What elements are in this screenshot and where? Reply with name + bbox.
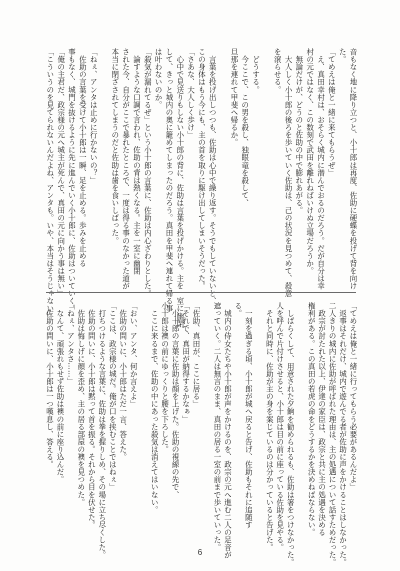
text-column: 小十郎の言葉に佐助は顔を上げた。佐助の視線の先で、 (171, 302, 181, 499)
text-column: 城内の侍女たちや小十郎が声をかけるのを、政宗の元へ進む二人の足音が (223, 302, 233, 559)
text-column: 政宗が討たれた以上、伊達の家臣は、政宗と共に主の処遇を決める (317, 302, 327, 537)
text-column: 村の元ではなく、この数刻で武田を離れねばいけぬ立場だろうか。 (305, 48, 315, 275)
text-column: 心中で見送りもしない小十郎の背に、佐助は言葉を投げかける。主を一室に幽閉 (175, 48, 185, 328)
text-column: た。 (338, 48, 348, 64)
text-column: 旦那を連れて甲斐へ帰るか。 (229, 48, 239, 147)
text-column: 佐助の言葉を受けて小十郎は一瞬、足を止める。歩みを止める (78, 48, 88, 267)
text-column: 遮っていく。二人は無言のまま、真田の居る一室の前まで歩いていった。 (212, 302, 222, 552)
page-number: 6 (197, 548, 203, 557)
top-text-block (44, 48, 358, 328)
text-column: 大人しく小十郎の後ろを歩いていく佐助は、己の状況を見つめて、殺意 (284, 48, 294, 298)
text-column: 言葉を投げ出しつつも、佐助は心中で繰り返す。そうでもしていないと、 (208, 48, 218, 305)
text-column: 佐助の問いに、小十郎は黙って首を振る。それから目を伏せた。 (87, 302, 97, 529)
text-column: 人を呼んで片付けさせると、小十郎は目の前に座っている佐助を見やる。 (275, 302, 285, 552)
text-column: 「さあな、大人しく歩け」 (186, 48, 196, 139)
text-column: 「てめえは俺と一緒に来てもらうぜ」 (327, 48, 337, 177)
text-column: 「殺気が漏れてるぜ」という小十郎の言葉に、佐助は内心ざわりとした。 (143, 48, 153, 298)
text-column: る。 (233, 302, 243, 318)
text-column: 二人きりの城内に佐助が呼ばれた理由は、主の処遇について話すためだった。 (328, 302, 338, 567)
text-column: それと同時に、佐助が主の身を案じているのは分かっていると告げた。 (265, 302, 275, 552)
text-column: 「てめえは俺と一緒に行ってもらう必要があるんだよ」 (349, 302, 358, 491)
text-column: 「こういうのを見てられないんだよね、アンタも。いや、本当はそうじゃない」 (45, 48, 55, 320)
text-column: 「それで、真田が納得するかなぁ」 (181, 302, 191, 423)
section-divider (46, 292, 356, 293)
text-column: 返事はそれだけ、城内で遊んでる者が佐助に声をかけることはしなかった。 (338, 302, 348, 567)
text-column: 「ねぇ、アンタさ……」 (66, 302, 76, 386)
text-column: ここに来るまで、佐助の中にあった殺気は消えてはいない。 (150, 302, 160, 514)
text-column: 「俺の主君だ、政宗様の元へ城主が死んで、真田の元に向かう事は無い」 (56, 48, 66, 298)
text-column: なんて、頑張れもせず佐助は襖の前に座り込んだ。 (55, 302, 65, 484)
text-column: 「おい、アンタ、何か言えよ」 (129, 302, 139, 408)
text-column: 権利がある。この真田の若虎の命をどうするかを決めねばならない。 (307, 302, 317, 537)
text-column: 無論だけが、どうのと佐助の中で膨れあがる。 (294, 48, 304, 215)
text-column: 今ここで、この男を殺し、独眼竜を殺して、 (240, 48, 250, 207)
text-column: 佐助の問いに、小十郎はただ一言、答えた。 (118, 302, 128, 461)
text-column: 本当に閉ざされてしまうのだと佐助は歯を食いしばった。 (110, 48, 120, 245)
text-column: 打ちつけるような言葉に、佐助は拳を握りしめ、その場に立ち尽くした。 (97, 302, 107, 559)
text-column: 事もなく、城門を抜けるように先に進んでいく小十郎に、佐助はついていく。 (67, 48, 77, 313)
text-column: 佐助の問いに、小十郎は一つ嘆息し、答える。 (45, 302, 55, 469)
text-column: を滾らせる。 (273, 48, 283, 94)
text-column: 佐助は悔しげに顔を歪め、主の居る部屋の襖を見つめた。 (76, 302, 86, 506)
text-column: 「佐助、真田が、ここに居る」 (192, 302, 201, 408)
text-column: 「ここは、政宗様の城だ。俺が口を挟むことではねぇ」 (108, 302, 118, 491)
text-column: 論すような口調で言われ、佐助の背は熱くなる。主を一室に幽閉 (132, 48, 142, 275)
text-column: は叶わないのか。 (154, 48, 164, 109)
text-column: 一刻を過ぎる頃、小十郎が城へ戻ると告げ、佐助もそれに追随す (244, 302, 254, 529)
text-column: え、真田幸村は、おそらく城内に潜んでおるのだろう。だが自分は幸 (316, 48, 326, 290)
text-column: しばらくして、用意された夕餉を勧められるも、佐助は箸をつけなかった。 (286, 302, 296, 567)
text-column: この身体はもう今にも、主の首を取りに駆け出してしまいそうだった。 (197, 48, 207, 290)
text-column: して、きっと城内の奥に籠めてしまったのだろう。真田を甲斐へ連れて帰る事 (164, 48, 174, 313)
text-column: 小十郎は襖の前にゆっくりと腰を下ろした。 (160, 302, 170, 453)
text-column: 「ねぇ、アンタは止めに行かないの？」 (89, 48, 99, 184)
text-column: どうする。 (251, 48, 261, 94)
bottom-text-block (44, 302, 358, 567)
text-column: された今、自分がここで暴れたところで、一度は得る事のなかった道が (121, 48, 131, 290)
text-column: 音もなく地に降り立つと、小十郎は再度、佐助に硬蝶を投げて背を向け (349, 48, 358, 290)
